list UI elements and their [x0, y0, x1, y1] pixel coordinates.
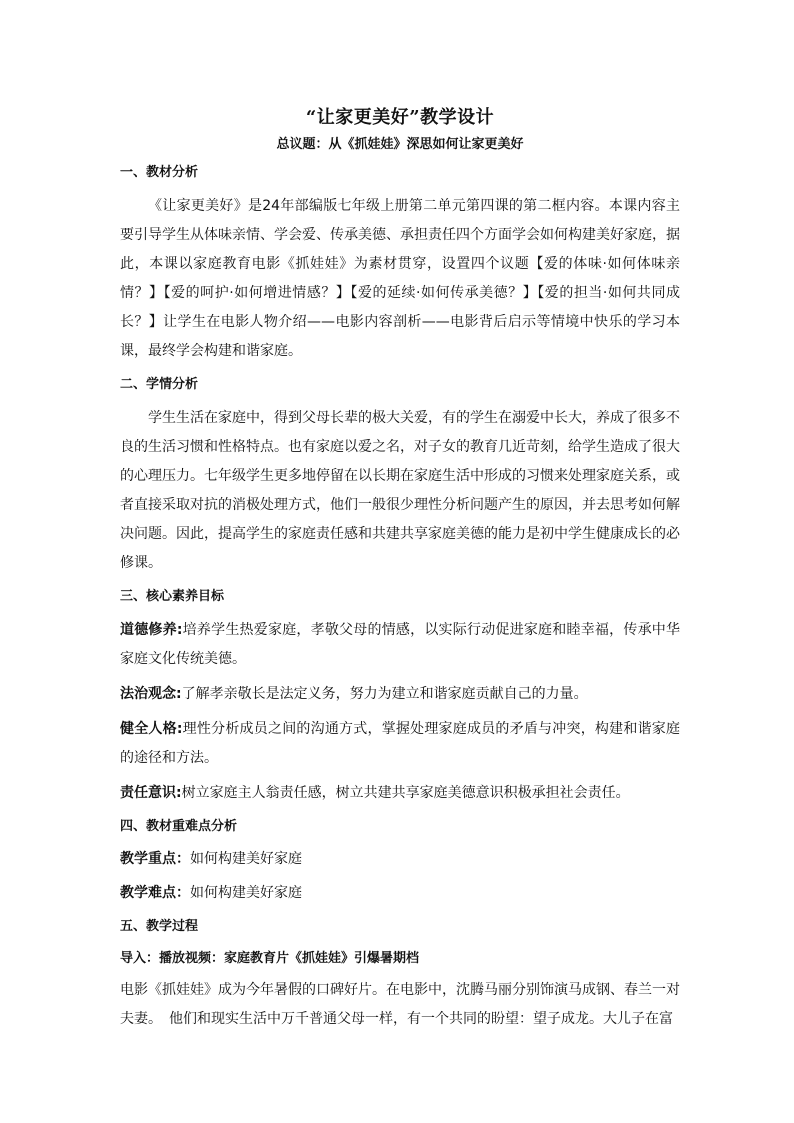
section-heading-student-analysis: 二、学情分析 [120, 377, 199, 392]
goal-label: 法治观念: [120, 686, 182, 702]
document-body [120, 100, 680, 1040]
goal-label: 责任意识: [120, 785, 182, 801]
section-heading-textbook-analysis: 一、教材分析 [120, 165, 199, 180]
goal-item [120, 616, 680, 674]
goal-text: 培养学生热爱家庭，孝敬父母的情感，以实际行动促进家庭和睦幸福，传承中华家庭文化传统美德。 [120, 622, 680, 667]
section-paragraph-textbook-analysis: 《让家更美好》是24年部编版七年级上册第二单元第四课的第二框内容。本课内容主要引导学生从体味亲情、学会爱、传承美德、承担责任四个方面学会如何构建美好家庭，据此，本课以家庭教育电影《抓娃娃》为素材贯穿，设置四个议题【爱的体味·如何体味亲情？】【爱的呵护·如何增进情感？】【爱的延续·如何传承美德？】【爱的担当·如何共同成长？】让学生在电影人物介绍——电影内容剖析——电影背后启示等情境中快乐的学习本课，最终学会构建和谐家庭。 [120, 198, 680, 359]
section-paragraph-student-analysis: 学生生活在家庭中，得到父母长辈的极大关爱，有的学生在溺爱中长大，养成了很多不良的生活习惯和性格特点。也有家庭以爱之名，对子女的教育几近苛刻，给学生造成了很大的心理压力。七年级学生更多地停留在以长期在家庭生活中形成的习惯来处理家庭关系，或者直接采取对抗的消极处理方式，他们一般很少理性分析问题产生的原因，并去思考如何解决问题。因此，提高学生的家庭责任感和共建共享家庭美德的能力是初中学生健康成长的必修课。 [120, 410, 680, 571]
difficult-point-text: 如何构建美好家庭 [190, 885, 302, 901]
goal-label: 健全人格: [120, 721, 183, 737]
goal-text: 树立家庭主人翁责任感，树立共建共享家庭美德意识积极承担社会责任。 [181, 785, 630, 801]
goal-item [120, 680, 680, 709]
section-heading-core-goals: 三、核心素养目标 [120, 589, 225, 604]
lesson-intro-paragraph: 电影《抓娃娃》成为今年暑假的口碑好片。在电影中，沈腾马丽分别饰演马成钢、春兰一对夫妻。 他们和现实生活中万千普通父母一样，有一个共同的盼望：望子成龙。大儿子在富 [120, 982, 680, 1027]
goal-text: 了解孝亲敬长是法定义务，努力为建立和谐家庭贡献自己的力量。 [181, 686, 588, 702]
key-point-label: 教学重点： [120, 851, 190, 867]
goal-item [120, 715, 680, 773]
goal-item [120, 779, 680, 808]
key-point-item [120, 846, 680, 872]
page-subtitle: 总议题：从《抓娃娃》深思如何让家更美好 [276, 137, 524, 152]
difficult-point-item [120, 880, 680, 906]
key-point-text: 如何构建美好家庭 [190, 851, 302, 867]
section-heading-teaching-process: 五、教学过程 [120, 919, 199, 934]
goal-text: 理性分析成员之间的沟通方式，掌握处理家庭成员的矛盾与冲突，构建和谐家庭的途径和方法。 [120, 721, 680, 766]
goal-label: 道德修养: [120, 622, 183, 638]
difficult-point-label: 教学难点： [120, 885, 190, 901]
page-title: “让家更美好”教学设计 [305, 107, 495, 128]
section-heading-key-difficult-points: 四、教材重难点分析 [120, 819, 238, 834]
lesson-intro-heading: 导入：播放视频：家庭教育片《抓娃娃》引爆暑期档 [120, 951, 420, 966]
